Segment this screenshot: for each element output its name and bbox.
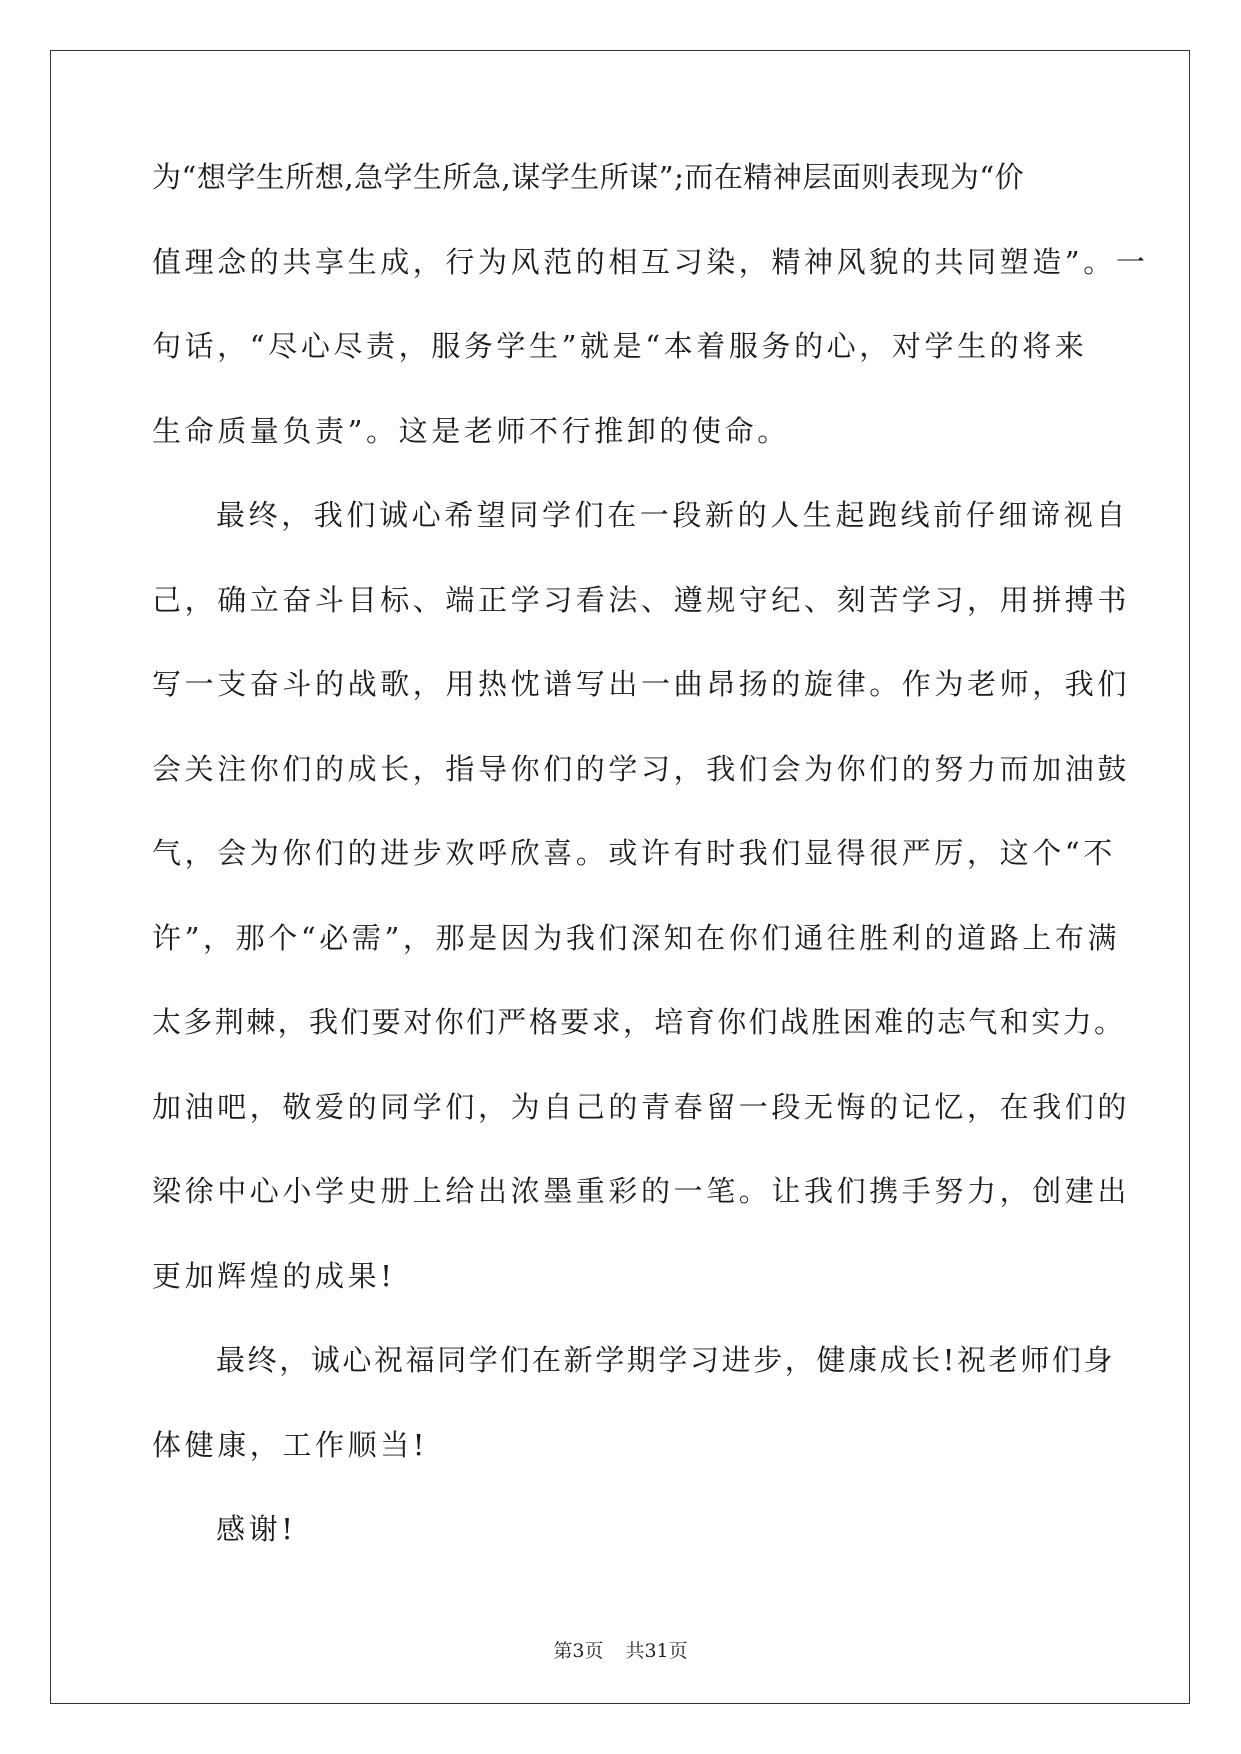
- text-line: 句话，“尽心尽责，服务学生”就是“本着服务的心，对学生的将来: [152, 329, 1088, 363]
- total-pages-label: 共31页: [625, 1640, 688, 1662]
- text-line: 值理念的共享生成，行为风范的相互习染，精神风貌的共同塑造”。一: [152, 244, 1149, 279]
- paragraph-first-line: 最终，诚心祝福同学们在新学期学习进步，健康成长!祝老师们身: [216, 1343, 1116, 1377]
- page-footer: [0, 1636, 1241, 1663]
- text-line: 己，确立奋斗目标、端正学习看法、遵规守纪、刻苦学习，用拼搏书: [152, 582, 1131, 617]
- text-line: 会关注你们的成长，指导你们的学习，我们会为你们的努力而加油鼓: [152, 751, 1131, 786]
- text-line: 太多荆棘，我们要对你们严格要求，培育你们战胜困难的志气和实力。: [152, 1005, 1126, 1039]
- text-line: 许”，那个“必需”，那是因为我们深知在你们通往胜利的道路上布满: [152, 920, 1121, 955]
- text-line: 气，会为你们的进步欢呼欣喜。或许有时我们显得很严厉，这个“不: [152, 836, 1116, 870]
- text-line: 更加辉煌的成果!: [152, 1258, 396, 1293]
- current-page-label: 第3页: [553, 1640, 604, 1662]
- document-body: [152, 157, 1149, 1594]
- closing-line: 感谢!: [216, 1512, 297, 1546]
- text-line: 为“想学生所想,急学生所急,谋学生所谋”;而在精神层面则表现为“价: [152, 160, 1025, 194]
- paragraph-first-line: 最终，我们诚心希望同学们在一段新的人生起跑线前仔细谛视自: [216, 498, 1129, 532]
- text-line: 写一支奋斗的战歌，用热忱谱写出一曲昂扬的旋律。作为老师，我们: [152, 667, 1131, 701]
- text-line: 体健康，工作顺当!: [152, 1427, 429, 1462]
- text-line: 生命质量负责”。这是老师不行推卸的使命。: [152, 413, 790, 448]
- text-line: 梁徐中心小学史册上给出浓墨重彩的一笔。让我们携手努力，创建出: [152, 1174, 1131, 1208]
- text-line: 加油吧，敬爱的同学们，为自己的青春留一段无悔的记忆，在我们的: [152, 1089, 1131, 1124]
